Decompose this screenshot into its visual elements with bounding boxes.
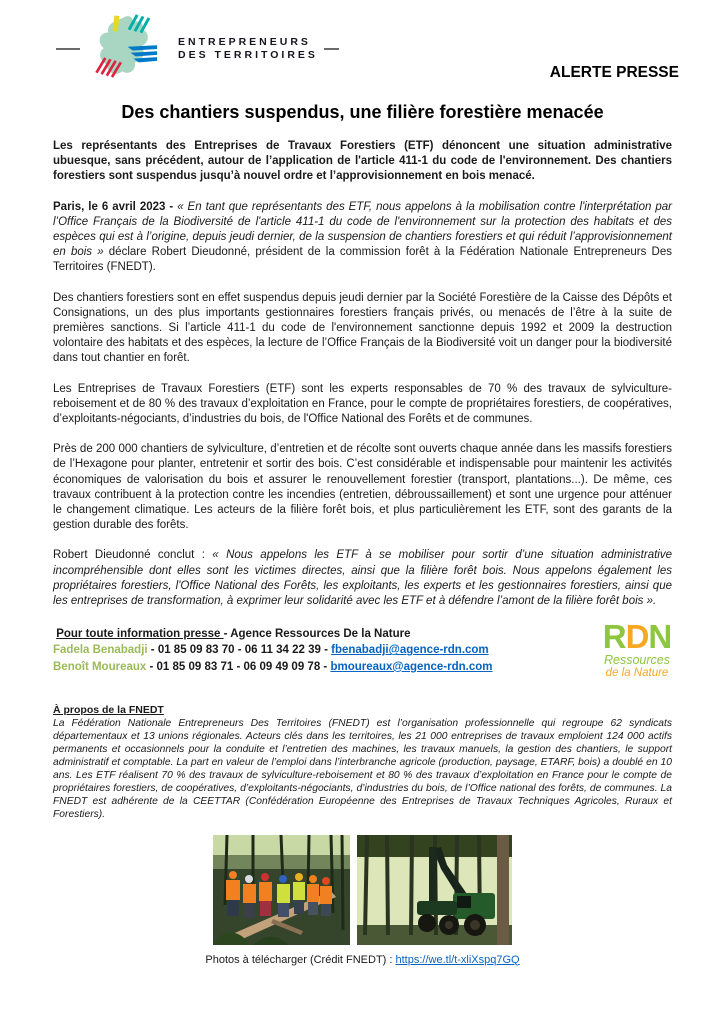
contact-email-link[interactable]: fbenabadji@agence-rdn.com xyxy=(331,644,489,657)
page-title: Des chantiers suspendus, une filière forestière menacée xyxy=(121,102,604,122)
paragraph-etf-experts: Les Entreprises de Travaux Forestiers (ETF) sont les experts responsables de 70 % des travaux de sylviculture-reboisement et de 80 % des travaux d’exploitation en France, pour le compte de propriétaires forestiers, de coopératives, d’exploitants-négociants, d’industries du bois, de l'Office National des Forêts et de communes. xyxy=(53,382,672,426)
logo-text xyxy=(178,36,318,62)
press-contact-agency: - Agence Ressources De la Nature xyxy=(223,628,411,641)
contact-email-link[interactable]: bmoureaux@agence-rdn.com xyxy=(330,660,493,673)
about-section xyxy=(53,704,672,821)
conclusion-lead: Robert Dieudonné conclut : xyxy=(53,549,213,562)
press-contact-heading-underlined: Pour toute information presse xyxy=(56,628,224,641)
contact-name: Fadela Benabadji xyxy=(53,644,148,657)
about-heading: À propos de la FNEDT xyxy=(53,704,164,717)
photos-caption-text: Photos à télécharger (Crédit FNEDT) : xyxy=(205,953,396,966)
logo-text-line1: ENTREPRENEURS xyxy=(178,36,311,48)
photos-row xyxy=(53,835,672,945)
contact-phones: - 01 85 09 83 71 - 06 09 49 09 78 - xyxy=(146,660,331,673)
dateline: Paris, le 6 avril 2023 - xyxy=(53,200,178,213)
intro-paragraph: Les représentants des Entreprises de Travaux Forestiers (ETF) dénoncent une situation administrative ubuesque, sans précédent, autour de l’application de l'article 411-1 du code de l'environnement. Des chantiers forestiers sont suspendus jusqu’à nouvel ordre et l’approvisionnement en bois menacé. xyxy=(53,140,672,183)
photo-forest-workers xyxy=(213,835,350,945)
about-body: La Fédération Nationale Entrepreneurs Des Territoires (FNEDT) est l’organisation professionnelle qui regroupe 62 syndicats départementaux et 13 unions régionales. Acteurs clés dans les territoires, les 21 000 entreprises de travaux emploient 124 000 actifs permanents et occasionnels pour la conduite et l’entretien des machines, les travaux manuels, la gestion des chantiers, le support administratif et comptable. La part en valeur de l’emploi dans l’interbranche agricole (production, paysage, ETARF, bois) a doublé en 10 ans. Les ETF réalisent 70 % des travaux de sylviculture-reboisement et 80 % des travaux d’exploitation en France pour le compte de propriétaires forestiers, de coopératives, d’exploitants-négociants, d’industries du bois, de l’Office national des forêts, de communes. La FNEDT est adhérente de la CEETTAR (Confédération Européenne des Entreprises de Travaux Techniques Agricoles, Ruraux et Forestiers). xyxy=(53,718,672,820)
rdn-letter-d: D xyxy=(625,618,649,656)
rdn-letter-r: R xyxy=(602,618,626,656)
rdn-subtitle-1: Ressources xyxy=(604,653,670,668)
logo-left-dash xyxy=(56,48,80,50)
conclusion-quote: « Nous appelons les ETF à se mobiliser pour sortir d’une situation administrative incompréhensible dont elles sont les victimes directes, ainsi que la filière forêt bois. Nous appelons également les propriétaires forestiers, l'Office National des Forêts, les exploitants, les experts et les gestionnaires forestiers, ainsi que les entreprises de transformation, à exprimer leur solidarité avec les ETF et à défendre l’amont de la filière forêt bois ». xyxy=(53,549,673,608)
press-contact-heading xyxy=(53,626,672,642)
photos-caption xyxy=(53,954,672,966)
quote-text: « En tant que représentants des ETF, nous appelons à la mobilisation contre l'interprétation par l’Office Français de la Biodiversité de l'article 411-1 du code de l'environnement sur la protection des habitats et des espèces qui est à l’origine, depuis jeudi dernier, de la suspension de chantiers forestiers et qui réduit l’approvisionnement en bois » xyxy=(53,200,672,259)
rdn-letters xyxy=(587,618,687,656)
paragraph-chantiers: Près de 200 000 chantiers de sylviculture, d’entretien et de récolte sont ouverts chaque année dans les massifs forestiers de l’Hexagone pour planter, entretenir et sortir des bois. C’est considérable et indispensable pour maintenir les activités économiques de valorisation du bois et assurer le renouvellement forestier (transport, plantations...). De même, ces travaux contribuent à la protection contre les incendies (entretien, débroussaillement) et sont une urgence pour atténuer le changement climatique. Les acteurs de la filière forêt bois, et plus particulièrement les ETF, sont des garants de la gestion durable des forêts. xyxy=(53,443,672,532)
paragraph-suspension: Des chantiers forestiers sont en effet suspendus depuis jeudi dernier par la Société Forestière de la Caisse des Dépôts et Consignations, un des plus importants gestionnaires forestiers français privés, ou menacés de l’être à la suite de premières sanctions. Si l’article 411-1 du code de l'environnement sanctionne depuis 1992 et 2009 la destruction volontaire des habitats et des espèces, la lecture de l’Office Français de la Biodiversité voit un danger pour la biodiversité dans tout chantier en forêt. xyxy=(53,291,672,365)
photos-download-link[interactable]: https://we.tl/t-xliXspq7GQ xyxy=(395,953,520,966)
contact-phones: - 01 85 09 83 70 - 06 11 34 22 39 - xyxy=(147,644,332,657)
rdn-subtitle-2: de la Nature xyxy=(605,666,669,679)
rdn-letter-n: N xyxy=(648,618,672,656)
photo-harvester-machine xyxy=(357,835,512,945)
contact-row xyxy=(53,642,672,659)
paragraph-quote-dieudonne xyxy=(53,200,672,276)
logo-text-line2: DES TERRITOIRES xyxy=(178,49,318,61)
contact-name: Benoît Moureaux xyxy=(53,660,147,673)
alert-press-label: ALERTE PRESSE xyxy=(549,64,679,81)
contact-row xyxy=(53,659,672,676)
press-contact-section xyxy=(53,618,672,692)
header xyxy=(0,0,724,92)
logo-right-dash xyxy=(324,48,339,50)
company-logo xyxy=(56,12,339,86)
paragraph-conclusion xyxy=(53,548,672,609)
quote-attribution: déclare Robert Dieudonné, président de la commission forêt à la Fédération Nationale Entrepreneurs Des Territoires (FNEDT). xyxy=(53,246,672,274)
rdn-agency-logo xyxy=(587,620,687,679)
france-map-icon xyxy=(86,12,172,86)
